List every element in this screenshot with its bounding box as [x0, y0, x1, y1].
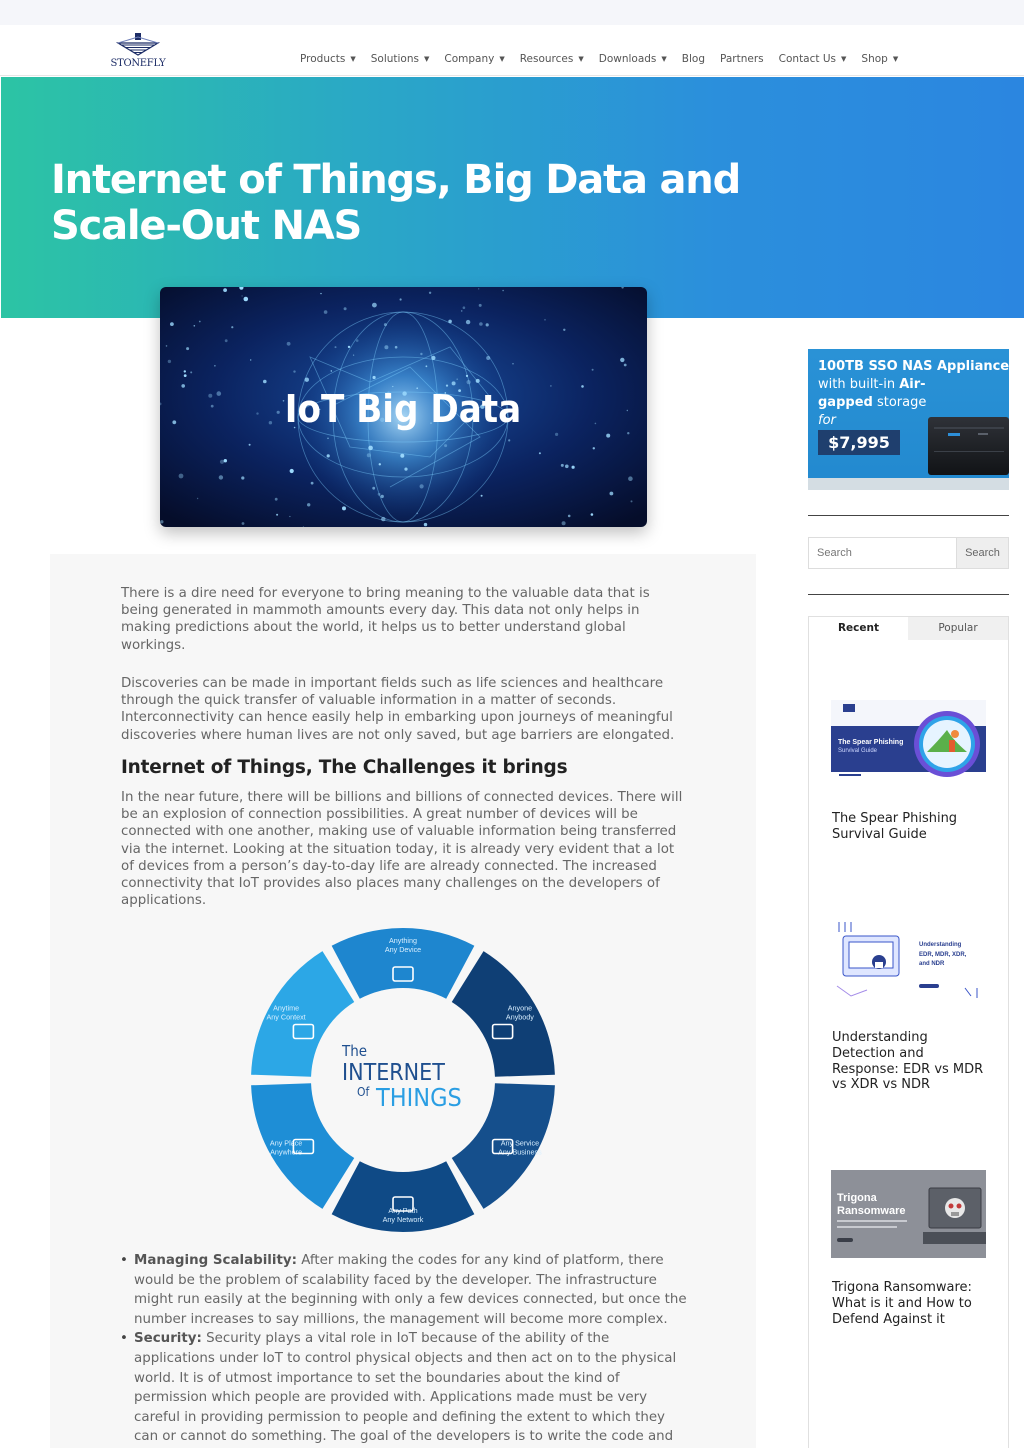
server-icon [928, 417, 1009, 475]
chevron-down-icon: ▼ [350, 55, 356, 63]
diagram-segment-label: Any Service [500, 1138, 540, 1148]
nav-item-blog[interactable] [682, 53, 705, 65]
nav-item-label: Partners [720, 53, 764, 65]
tab-recent[interactable]: Recent [809, 617, 908, 640]
diagram-segment-label: Any Path [388, 1206, 418, 1215]
sidebar-divider [808, 515, 1009, 516]
thumb-text: Understanding [919, 942, 962, 948]
nas-device-image [928, 417, 1009, 475]
featured-image [160, 287, 647, 527]
article-paragraph-3: In the near future, there will be billions and billions of connected devices. There will be an explosion of connection possibilities. A great number of devices will be connected with one another, making use of valuable information being transferred via the internet. Looking at the situation today, it is already very evident that a lot of devices from a person’s day-to-day life are already connected. The increased connectivity that IoT provides also places many challenges on the developers of applications. [121, 790, 683, 909]
post-thumbnail[interactable] [831, 700, 986, 788]
challenges-list [120, 1251, 688, 1447]
top-strip [0, 0, 1024, 25]
nav-item-resources[interactable] [520, 53, 584, 65]
globe-network-icon [160, 287, 647, 527]
bullet-text: Security plays a vital role in IoT because of the ability of the applications under IoT to control physical objects and then act on to the physical world. It is of utmost importance to set the boundaries about the kind of permission which people are provided with. Applications made must be very careful in providing permission to people and defining the extent to which they can or cannot do something. The goal of the developers is to write the code and [134, 1331, 677, 1445]
diagram-segment-label: Any Place [269, 1138, 303, 1148]
logo-text: STONEFLY [110, 58, 166, 69]
nav-item-label: Resources [519, 53, 574, 65]
diagram-segment-label: Anybody [505, 1012, 534, 1022]
nav-item-solutions[interactable] [371, 53, 430, 65]
ad-line3-light: storage [872, 395, 927, 410]
diagram-segment-label: Any Network [382, 1215, 424, 1224]
search-form [808, 537, 1009, 569]
nav-item-contact-us[interactable] [779, 53, 847, 65]
post-title[interactable]: Understanding Detection and Response: EDR vs MDR vs XDR vs NDR [832, 1030, 984, 1093]
ad-line3-bold: gapped [818, 395, 873, 410]
diagram-segment-label: Anywhere [270, 1147, 303, 1157]
diagram-segment-label: Anything [389, 936, 417, 945]
edr-mdr-thumbnail-icon [831, 916, 986, 1004]
post-title[interactable]: The Spear Phishing Survival Guide [832, 811, 958, 842]
chevron-down-icon: ▼ [841, 55, 847, 63]
ad-line2-bold: Air- [899, 377, 926, 392]
search-button[interactable]: Search [956, 538, 1008, 568]
ad-line2-light: with built-in [818, 377, 900, 392]
post-title[interactable]: Trigona Ransomware: What is it and How to Defend Against it [832, 1280, 972, 1327]
featured-image-text: IoT Big Data [284, 387, 522, 431]
nav-item-company[interactable] [444, 53, 504, 65]
article-paragraph-2: Discoveries can be made in important fields such as life sciences and healthcare through the quick transfer of valuable information in a matter of seconds. Interconnectivity can hence easily help in embarking upon journeys of meaningful discoveries where human lives are not only saved, but age barriers are elongated. [121, 676, 675, 743]
chevron-down-icon: ▼ [578, 55, 584, 63]
hero-banner [1, 77, 1024, 318]
thumb-text: Trigona [837, 1192, 877, 1204]
bullet-title: Managing Scalability: [134, 1253, 297, 1268]
diagram-center-text: The [342, 1042, 368, 1060]
list-item [120, 1251, 688, 1329]
spear-phishing-thumbnail-icon [831, 700, 986, 788]
logo-emblem-icon [108, 31, 168, 59]
diagram-segment-label: Anytime [273, 1003, 300, 1013]
main-nav [300, 53, 913, 65]
thumb-subtext: Ransomware [837, 1205, 906, 1217]
nav-item-label: Downloads [598, 53, 657, 65]
article-paragraph-1: There is a dire need for everyone to bring meaning to the valuable data that is being generated in mammoth amounts every day. This data not only helps in making predictions about the world, it helps us to better understand global workings. [121, 586, 650, 653]
iot-diagram [250, 928, 556, 1232]
ad-line4: for [818, 413, 836, 428]
diagram-segment-label: Anyone [507, 1003, 533, 1013]
ad-price: $7,995 [818, 430, 900, 455]
nav-item-shop[interactable] [861, 53, 898, 65]
stonefly-logo[interactable] [108, 31, 168, 71]
nav-item-products[interactable] [300, 53, 356, 65]
nav-item-label: Company [444, 53, 495, 65]
ad-bottom-band [808, 478, 1009, 490]
post-thumbnail[interactable] [831, 1170, 986, 1258]
thumb-text: The Spear Phishing [838, 739, 904, 746]
site-header [0, 25, 1024, 76]
bullet-text: After making the codes for any kind of platform, there would be the problem of scalability faced by the developer. The infrastructure might run easily at the beginning with only a few devices connected, but once the number increases to say millions, the management will become more complex. [134, 1253, 687, 1327]
diagram-segment-label: Any Business [498, 1147, 542, 1157]
diagram-center-text: THINGS [376, 1083, 462, 1112]
bullet-title: Security: [134, 1331, 202, 1347]
sidebar-divider [808, 594, 1009, 595]
nav-item-partners[interactable] [720, 53, 764, 65]
trigona-thumbnail-icon [831, 1170, 986, 1258]
list-item [120, 1329, 688, 1447]
nav-item-label: Products [300, 53, 346, 65]
tab-popular[interactable]: Popular [908, 617, 1008, 640]
chevron-down-icon: ▼ [423, 55, 430, 63]
nav-item-label: Solutions [370, 53, 419, 65]
post-thumbnail[interactable] [831, 916, 986, 1004]
ad-headline: 100TB SSO NAS Appliance [818, 359, 1009, 374]
diagram-center-text: Of [357, 1085, 370, 1099]
nav-item-label: Shop [861, 53, 888, 65]
diagram-center-text: INTERNET [342, 1060, 445, 1086]
chevron-down-icon: ▼ [892, 55, 899, 63]
diagram-segment-label: Any Device [384, 945, 422, 954]
thumb-subtext: Survival Guide [838, 748, 878, 754]
diagram-segment-label: Any Context [266, 1012, 306, 1022]
search-input[interactable] [809, 538, 957, 568]
nav-item-label: Blog [681, 53, 706, 65]
nav-item-downloads[interactable] [599, 53, 667, 65]
thumb-subtext: and NDR [919, 961, 945, 967]
chevron-down-icon: ▼ [661, 55, 667, 63]
section-heading: Internet of Things, The Challenges it brings [121, 757, 568, 778]
thumb-subtext: EDR, MDR, XDR, [919, 952, 967, 958]
chevron-down-icon: ▼ [499, 55, 505, 63]
nav-item-label: Contact Us [778, 53, 837, 65]
page-title: Internet of Things, Big Data and Scale-Out NAS [51, 157, 741, 249]
